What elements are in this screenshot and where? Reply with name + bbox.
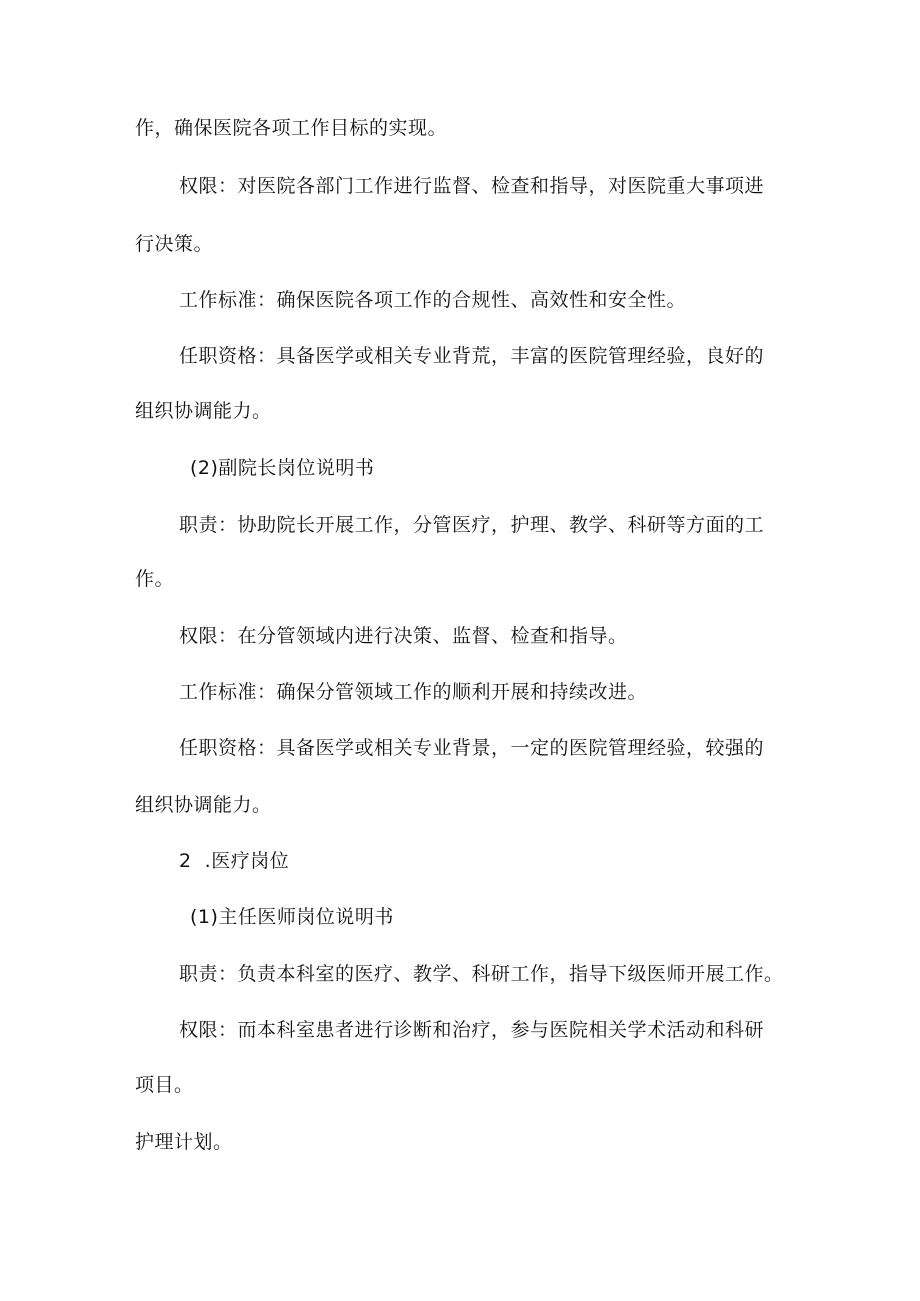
paragraph-line: 作。 <box>135 568 175 590</box>
paragraph-line: 职责：负责本科室的医疗、教学、科研工作，指导下级医师开展工作。 <box>179 963 784 985</box>
paragraph-line: 任职资格：具备医学或相关专业背荒，丰富的医院管理经验，良好的 <box>179 345 765 367</box>
section-heading: (1)主任医师岗位说明书 <box>190 906 394 928</box>
section-heading: 2 .医疗岗位 <box>179 850 290 872</box>
section-heading: (2)副院长岗位说明书 <box>190 457 375 479</box>
paragraph-line: 护理计划。 <box>135 1131 233 1153</box>
paragraph-line: 项目。 <box>135 1074 194 1096</box>
paragraph-line: 工作标准：确保分管领域工作的顺利开展和持续改进。 <box>179 681 648 703</box>
paragraph-line: 组织协调能力。 <box>135 400 272 422</box>
paragraph-line: 作，确保医院各项工作目标的实现。 <box>135 117 448 139</box>
paragraph-line: 组织协调能力。 <box>135 794 272 816</box>
paragraph-line: 职责：协助院长开展工作，分管医疗，护理、教学、科研等方面的工 <box>179 514 765 536</box>
paragraph-line: 工作标准：确保医院各项工作的合规性、高效性和安全性。 <box>179 289 687 311</box>
paragraph-line: 行决策。 <box>135 233 214 255</box>
paragraph-line: 任职资格：具备医学或相关专业背景，一定的医院管理经验，较强的 <box>179 737 765 759</box>
paragraph-line: 权限：对医院各部门工作进行监督、检查和指导，对医院重大事项进 <box>179 175 765 197</box>
paragraph-line: 权限：在分管领域内进行决策、监督、检查和指导。 <box>179 625 628 647</box>
paragraph-line: 权限：而本科室患者进行诊断和治疗，参与医院相关学术活动和科研 <box>179 1019 765 1041</box>
